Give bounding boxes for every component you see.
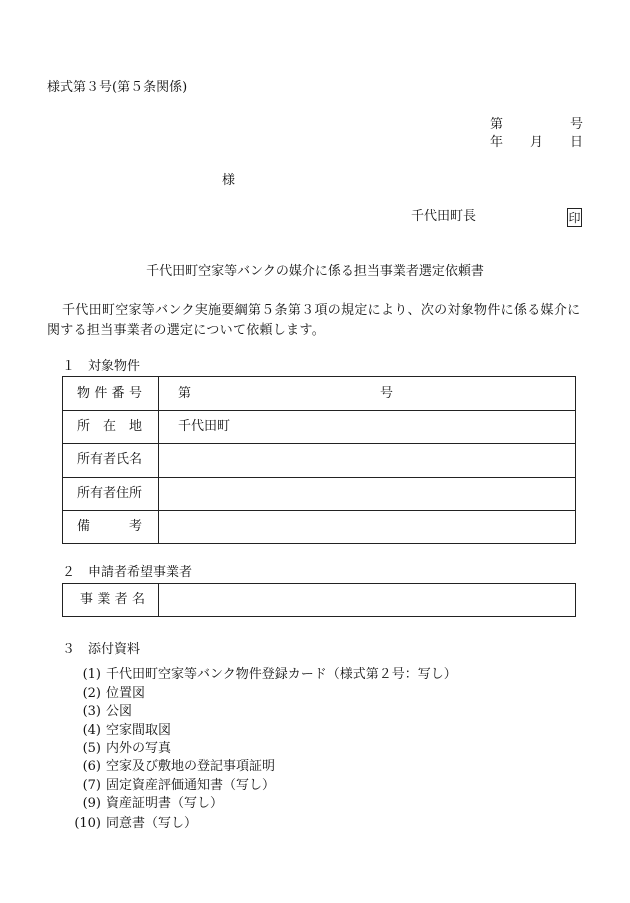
doc-number-prefix: 第 (490, 117, 504, 132)
list-item-number: (7) (82, 778, 101, 793)
list-item (62, 723, 171, 739)
list-item-text: 位置図 (106, 686, 146, 701)
owner-address-value (159, 478, 575, 510)
table-row (63, 443, 575, 476)
table-label-cell (63, 444, 159, 476)
table-label-cell (63, 411, 159, 443)
date-year: 年 (490, 135, 504, 150)
list-item-text: 空家間取図 (106, 723, 172, 738)
remarks-label: 備 考 (77, 518, 142, 534)
list-item-text: 千代田町空家等バンク物件登録カード（様式第２号：写し） (106, 667, 457, 682)
table-label-cell (63, 478, 159, 510)
document-title: 千代田町空家等バンクの媒介に係る担当事業者選定依頼書 (146, 264, 484, 279)
location-label: 所 在 地 (77, 419, 143, 435)
date-month: 月 (530, 135, 544, 150)
doc-number-suffix: 号 (570, 117, 584, 132)
list-item-text: 同意書（写し） (106, 816, 198, 831)
list-item-number: (1) (82, 667, 101, 682)
table-label-cell (63, 584, 159, 616)
sender: 千代田町長 (411, 209, 477, 224)
section1-heading: １ 対象物件 (62, 359, 141, 374)
date-day: 日 (570, 135, 584, 150)
addressee-suffix: 様 (222, 173, 236, 188)
table-label-cell (63, 377, 159, 410)
list-item (62, 759, 275, 775)
seal-label: 印 (568, 210, 581, 225)
list-item (62, 778, 275, 794)
body-line-2: 関する担当事業者の選定について依頼します。 (47, 323, 326, 338)
location-value (159, 411, 575, 443)
table-row (63, 410, 575, 443)
table-label-cell (63, 511, 159, 543)
list-item-text: 公図 (106, 704, 133, 719)
property-number-label: 物 件 番 号 (77, 385, 142, 401)
owner-name-value (159, 444, 575, 476)
property-table (62, 376, 576, 544)
body-line-1: 千代田町空家等バンク実施要綱第５条第３項の規定により、次の対象物件に係る媒介に (62, 303, 581, 318)
owner-name-label: 所有者氏名 (77, 452, 143, 468)
table-row (63, 584, 575, 616)
list-item-number: (10) (74, 816, 101, 831)
list-item (62, 704, 132, 720)
list-item (62, 741, 171, 757)
list-item-number: (4) (82, 723, 101, 738)
list-item-number: (3) (82, 704, 101, 719)
table-row (63, 510, 575, 543)
property-number-value (159, 377, 575, 410)
section2-heading: ２ 申請者希望事業者 (62, 565, 193, 580)
list-item (62, 686, 145, 702)
owner-address-label: 所有者住所 (77, 485, 143, 501)
list-item-text: 資産証明書（写し） (106, 796, 224, 811)
business-name-label: 事 業 者 名 (80, 592, 145, 607)
list-item (62, 796, 223, 812)
table-row (63, 477, 575, 510)
location-text: 千代田町 (178, 419, 231, 435)
list-item-number: (6) (82, 759, 101, 774)
list-item-text: 内外の写真 (106, 741, 172, 756)
seal-stamp-box (567, 208, 582, 227)
list-item-number: (2) (82, 686, 101, 701)
property-number-prefix: 第 (178, 385, 192, 401)
list-item (62, 667, 457, 683)
list-item-text: 固定資産評価通知書（写し） (106, 778, 276, 793)
remarks-value (159, 511, 575, 543)
list-item (62, 816, 197, 832)
list-item-text: 空家及び敷地の登記事項証明 (106, 759, 276, 774)
business-table (62, 583, 576, 617)
list-item-number: (9) (82, 796, 101, 811)
property-number-suffix: 号 (380, 385, 394, 401)
section3-heading: ３ 添付資料 (62, 642, 141, 657)
business-name-value (159, 584, 575, 616)
form-number: 様式第３号(第５条関係) (47, 80, 188, 95)
table-row (63, 377, 575, 410)
list-item-number: (5) (82, 741, 101, 756)
